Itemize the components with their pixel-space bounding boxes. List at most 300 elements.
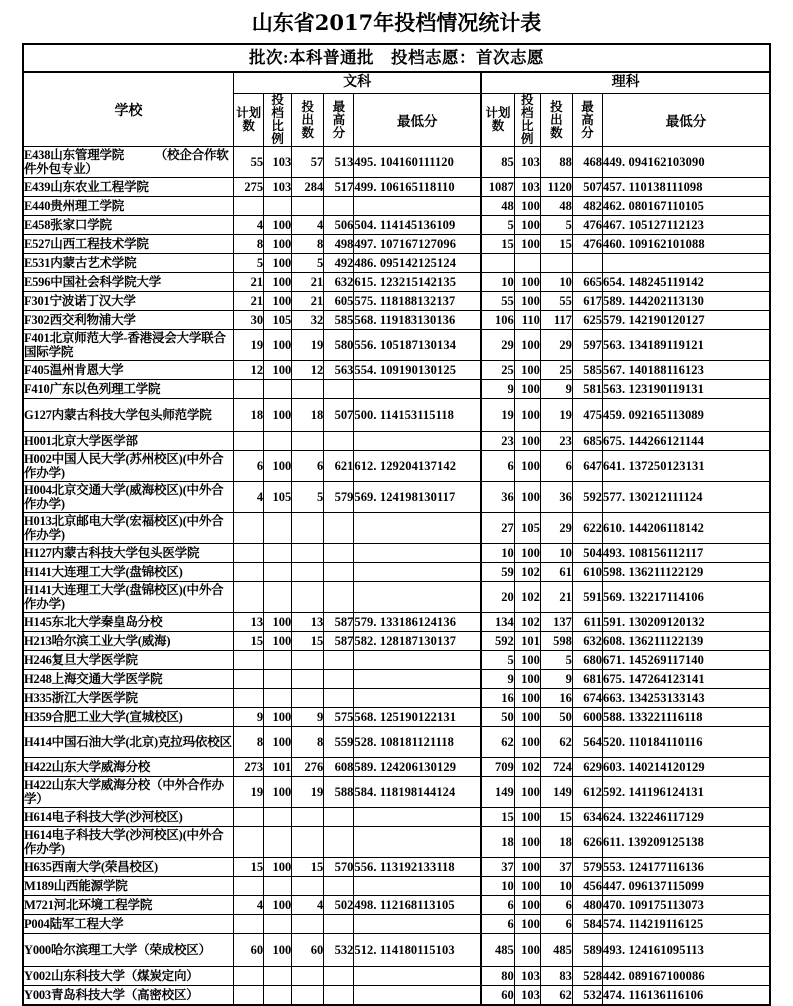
cell-wenke-high — [324, 563, 354, 582]
cell-like-out: 9 — [540, 380, 572, 399]
cell-like-plan: 36 — [481, 482, 514, 513]
cell-like-plan: 106 — [481, 311, 514, 330]
cell-wenke-plan — [234, 808, 264, 827]
cell-like-plan: 27 — [481, 513, 514, 544]
cell-wenke-ratio — [264, 513, 292, 544]
cell-school: H635西南大学(荣昌校区) — [23, 858, 234, 877]
cell-wenke-low: 569. 124198130117 — [354, 482, 481, 513]
cell-wenke-low — [354, 651, 481, 670]
hdr-line: 出 — [550, 112, 563, 127]
hdr-line: 投 — [550, 99, 563, 114]
cell-wenke-ratio — [264, 197, 292, 216]
cell-like-plan: 16 — [481, 689, 514, 708]
cell-like-ratio: 103 — [514, 986, 540, 1006]
cell-wenke-high: 507 — [324, 399, 354, 432]
cell-like-low: 610. 144206118142 — [602, 513, 770, 544]
cell-like-low: 598. 136211122129 — [602, 563, 770, 582]
cell-like-ratio: 100 — [514, 361, 540, 380]
subtitle-row — [23, 44, 770, 72]
cell-like-out: 10 — [540, 273, 572, 292]
cell-like-high: 585 — [572, 361, 602, 380]
cell-like-plan: 15 — [481, 808, 514, 827]
cell-like-plan: 23 — [481, 432, 514, 451]
cell-wenke-high: 506 — [324, 216, 354, 235]
cell-wenke-plan — [234, 197, 264, 216]
cell-like-high: 507 — [572, 178, 602, 197]
column-header-wenke-low: 最低分 — [354, 94, 481, 147]
cell-wenke-out: 8 — [292, 235, 324, 254]
cell-wenke-ratio: 100 — [264, 273, 292, 292]
cell-wenke-high: 513 — [324, 147, 354, 178]
cell-like-plan: 9 — [481, 670, 514, 689]
cell-like-low: 493. 124161095113 — [602, 934, 770, 967]
cell-wenke-out: 19 — [292, 777, 324, 808]
cell-wenke-plan — [234, 877, 264, 896]
cell-school: G127内蒙古科技大学包头师范学院 — [23, 399, 234, 432]
cell-like-high: 612 — [572, 777, 602, 808]
table-row — [23, 563, 770, 582]
cell-wenke-plan — [234, 651, 264, 670]
cell-school: F401北京师范大学-香港浸会大学联合国际学院 — [23, 330, 234, 361]
cell-like-high: 480 — [572, 896, 602, 915]
column-header-wenke-high — [324, 94, 354, 147]
cell-like-plan: 50 — [481, 708, 514, 727]
cell-like-plan: 37 — [481, 858, 514, 877]
cell-wenke-plan: 60 — [234, 934, 264, 967]
cell-school: F410广东以色列理工学院 — [23, 380, 234, 399]
hdr-line: 数 — [242, 119, 255, 133]
cell-like-plan: 29 — [481, 330, 514, 361]
cell-like-out: 6 — [540, 915, 572, 934]
cell-wenke-out — [292, 563, 324, 582]
cell-like-ratio: 100 — [514, 544, 540, 563]
cell-like-ratio: 100 — [514, 216, 540, 235]
table-row — [23, 399, 770, 432]
cell-school: H213哈尔滨工业大学(威海) — [23, 632, 234, 651]
table-row — [23, 915, 770, 934]
cell-wenke-ratio — [264, 670, 292, 689]
cell-wenke-ratio: 100 — [264, 632, 292, 651]
cell-wenke-out — [292, 808, 324, 827]
cell-like-out: 21 — [540, 582, 572, 613]
cell-wenke-out: 15 — [292, 632, 324, 651]
column-header-like-out — [540, 94, 572, 147]
hdr-line: 高 — [332, 112, 346, 127]
cell-like-high: 647 — [572, 451, 602, 482]
hdr-line: 投 — [301, 99, 314, 114]
table-row — [23, 689, 770, 708]
cell-wenke-plan — [234, 967, 264, 986]
cell-like-low: 624. 132246117129 — [602, 808, 770, 827]
cell-wenke-high: 588 — [324, 777, 354, 808]
cell-wenke-high: 502 — [324, 896, 354, 915]
table-row — [23, 311, 770, 330]
cell-like-plan: 18 — [481, 827, 514, 858]
hdr-line: 最 — [332, 99, 346, 114]
cell-wenke-low — [354, 689, 481, 708]
cell-like-plan: 48 — [481, 197, 514, 216]
cell-wenke-high: 492 — [324, 254, 354, 273]
cell-school: H422山东大学威海分校 — [23, 758, 234, 777]
cell-wenke-low — [354, 915, 481, 934]
cell-like-ratio: 100 — [514, 432, 540, 451]
cell-wenke-plan: 4 — [234, 896, 264, 915]
cell-like-out — [540, 254, 572, 273]
table-row — [23, 235, 770, 254]
cell-wenke-out: 9 — [292, 708, 324, 727]
cell-like-high: 532 — [572, 986, 602, 1006]
cell-wenke-plan: 9 — [234, 708, 264, 727]
cell-like-high: 476 — [572, 216, 602, 235]
cell-wenke-plan — [234, 986, 264, 1006]
cell-wenke-high — [324, 513, 354, 544]
cell-wenke-plan: 55 — [234, 147, 264, 178]
cell-like-high: 528 — [572, 967, 602, 986]
cell-like-out: 25 — [540, 361, 572, 380]
cell-wenke-high — [324, 670, 354, 689]
cell-wenke-ratio: 100 — [264, 216, 292, 235]
table-row — [23, 432, 770, 451]
cell-like-ratio: 100 — [514, 808, 540, 827]
cell-wenke-out: 32 — [292, 311, 324, 330]
cell-wenke-out: 21 — [292, 273, 324, 292]
cell-wenke-plan: 4 — [234, 482, 264, 513]
column-header-like-plan — [481, 94, 514, 147]
cell-wenke-ratio: 100 — [264, 727, 292, 758]
hdr-line: 投 — [271, 93, 284, 107]
cell-like-ratio: 100 — [514, 670, 540, 689]
cell-like-low: 553. 124177116136 — [602, 858, 770, 877]
cell-like-high: 456 — [572, 877, 602, 896]
cell-like-high: 685 — [572, 432, 602, 451]
cell-wenke-out — [292, 877, 324, 896]
cell-wenke-low — [354, 808, 481, 827]
cell-like-out: 485 — [540, 934, 572, 967]
cell-wenke-out — [292, 432, 324, 451]
cell-like-high: 581 — [572, 380, 602, 399]
cell-like-ratio: 102 — [514, 758, 540, 777]
cell-like-high: 600 — [572, 708, 602, 727]
cell-wenke-low: 612. 129204137142 — [354, 451, 481, 482]
cell-school: Y002山东科技大学（煤炭定向） — [23, 967, 234, 986]
cell-like-plan: 80 — [481, 967, 514, 986]
cell-wenke-ratio — [264, 544, 292, 563]
cell-wenke-low: 486. 095142125124 — [354, 254, 481, 273]
cell-school: H004北京交通大学(威海校区)(中外合作办学) — [23, 482, 234, 513]
cell-like-low: 470. 109175113073 — [602, 896, 770, 915]
cell-like-out: 48 — [540, 197, 572, 216]
cell-wenke-out — [292, 986, 324, 1006]
page-title: 山东省2017年投档情况统计表 — [251, 10, 542, 35]
cell-like-plan: 592 — [481, 632, 514, 651]
cell-wenke-low: 504. 114145136109 — [354, 216, 481, 235]
table-row — [23, 896, 770, 915]
cell-wenke-high: 632 — [324, 273, 354, 292]
cell-wenke-high — [324, 986, 354, 1006]
table-row — [23, 877, 770, 896]
hdr-line: 档 — [271, 106, 284, 120]
cell-like-high: 591 — [572, 582, 602, 613]
table-row — [23, 670, 770, 689]
cell-like-plan: 5 — [481, 216, 514, 235]
hdr-line: 例 — [521, 132, 534, 146]
cell-like-plan: 5 — [481, 651, 514, 670]
cell-wenke-ratio: 103 — [264, 178, 292, 197]
cell-like-out: 1120 — [540, 178, 572, 197]
cell-wenke-high — [324, 544, 354, 563]
cell-wenke-out: 5 — [292, 254, 324, 273]
cell-like-high: 482 — [572, 197, 602, 216]
cell-wenke-out: 13 — [292, 613, 324, 632]
cell-like-ratio: 100 — [514, 292, 540, 311]
cell-wenke-plan — [234, 582, 264, 613]
cell-wenke-plan: 8 — [234, 727, 264, 758]
cell-wenke-ratio — [264, 651, 292, 670]
cell-like-ratio: 100 — [514, 330, 540, 361]
cell-wenke-high: 579 — [324, 482, 354, 513]
cell-school: E439山东农业工程学院 — [23, 178, 234, 197]
cell-like-ratio: 102 — [514, 613, 540, 632]
cell-wenke-ratio: 100 — [264, 896, 292, 915]
cell-like-out: 62 — [540, 986, 572, 1006]
cell-wenke-plan — [234, 563, 264, 582]
cell-wenke-plan — [234, 544, 264, 563]
cell-wenke-high — [324, 582, 354, 613]
cell-like-ratio: 100 — [514, 482, 540, 513]
cell-like-high: 625 — [572, 311, 602, 330]
cell-wenke-high — [324, 877, 354, 896]
cell-like-high: 564 — [572, 727, 602, 758]
cell-wenke-high: 570 — [324, 858, 354, 877]
cell-wenke-ratio: 100 — [264, 451, 292, 482]
cell-wenke-high — [324, 808, 354, 827]
cell-like-out: 23 — [540, 432, 572, 451]
cell-like-out: 117 — [540, 311, 572, 330]
cell-like-out: 19 — [540, 399, 572, 432]
cell-like-high: 468 — [572, 147, 602, 178]
cell-like-ratio: 100 — [514, 877, 540, 896]
cell-wenke-low: 554. 109190130125 — [354, 361, 481, 380]
cell-like-high: 632 — [572, 632, 602, 651]
cell-wenke-ratio — [264, 967, 292, 986]
batch-subtitle: 批次:本科普通批 投档志愿：首次志愿 — [23, 44, 770, 72]
cell-like-high: 589 — [572, 934, 602, 967]
cell-like-plan: 6 — [481, 915, 514, 934]
cell-school: E596中国社会科学院大学 — [23, 273, 234, 292]
cell-like-out: 598 — [540, 632, 572, 651]
table-row — [23, 777, 770, 808]
cell-wenke-high: 563 — [324, 361, 354, 380]
cell-school: F302西交利物浦大学 — [23, 311, 234, 330]
cell-like-low: 641. 137250123131 — [602, 451, 770, 482]
cell-like-out: 29 — [540, 330, 572, 361]
hdr-line: 数 — [301, 125, 314, 140]
cell-wenke-ratio: 100 — [264, 399, 292, 432]
cell-wenke-plan: 18 — [234, 399, 264, 432]
cell-like-out: 37 — [540, 858, 572, 877]
cell-like-plan: 15 — [481, 235, 514, 254]
cell-wenke-plan: 8 — [234, 235, 264, 254]
cell-wenke-ratio: 100 — [264, 777, 292, 808]
cell-wenke-out: 5 — [292, 482, 324, 513]
cell-wenke-ratio: 100 — [264, 708, 292, 727]
cell-like-plan: 10 — [481, 544, 514, 563]
cell-like-high: 610 — [572, 563, 602, 582]
table-row — [23, 513, 770, 544]
cell-wenke-low: 528. 108181121118 — [354, 727, 481, 758]
hdr-line: 数 — [550, 125, 563, 140]
cell-like-plan: 9 — [481, 380, 514, 399]
cell-wenke-out — [292, 670, 324, 689]
cell-wenke-high — [324, 915, 354, 934]
cell-like-high: 611 — [572, 613, 602, 632]
cell-wenke-high: 559 — [324, 727, 354, 758]
cell-like-low: 474. 116136116106 — [602, 986, 770, 1006]
cell-wenke-low: 556. 113192133118 — [354, 858, 481, 877]
table-row — [23, 727, 770, 758]
cell-wenke-out — [292, 651, 324, 670]
cell-wenke-low — [354, 827, 481, 858]
cell-like-out: 724 — [540, 758, 572, 777]
cell-like-low: 447. 096137115099 — [602, 877, 770, 896]
cell-wenke-out: 57 — [292, 147, 324, 178]
cell-wenke-high — [324, 967, 354, 986]
cell-school: H359合肥工业大学(宣城校区) — [23, 708, 234, 727]
table-body — [23, 147, 770, 1006]
cell-like-low: 467. 105127112123 — [602, 216, 770, 235]
hdr-line: 比 — [521, 119, 534, 133]
cell-like-low: 663. 134253133143 — [602, 689, 770, 708]
cell-wenke-ratio — [264, 915, 292, 934]
table-row — [23, 827, 770, 858]
cell-like-plan: 85 — [481, 147, 514, 178]
cell-like-low: 520. 110184110116 — [602, 727, 770, 758]
cell-like-low: 675. 144266121144 — [602, 432, 770, 451]
cell-wenke-low — [354, 197, 481, 216]
cell-wenke-ratio — [264, 380, 292, 399]
cell-wenke-low: 615. 123215142135 — [354, 273, 481, 292]
admission-statistics-table — [22, 43, 771, 1006]
cell-like-ratio: 100 — [514, 651, 540, 670]
cell-school: E458张家口学院 — [23, 216, 234, 235]
cell-wenke-low: 582. 128187130137 — [354, 632, 481, 651]
cell-wenke-out: 21 — [292, 292, 324, 311]
cell-school: H127内蒙古科技大学包头医学院 — [23, 544, 234, 563]
cell-wenke-low: 500. 114153115118 — [354, 399, 481, 432]
cell-like-high: 475 — [572, 399, 602, 432]
table-row — [23, 934, 770, 967]
cell-wenke-high: 575 — [324, 708, 354, 727]
cell-wenke-low: 497. 107167127096 — [354, 235, 481, 254]
cell-wenke-out: 284 — [292, 178, 324, 197]
cell-like-ratio: 100 — [514, 273, 540, 292]
cell-like-out: 36 — [540, 482, 572, 513]
cell-like-out: 5 — [540, 216, 572, 235]
cell-like-out: 9 — [540, 670, 572, 689]
cell-school: M721河北环境工程学院 — [23, 896, 234, 915]
cell-like-high: 681 — [572, 670, 602, 689]
table-row — [23, 292, 770, 311]
cell-wenke-plan: 275 — [234, 178, 264, 197]
column-header-like-ratio — [514, 94, 540, 147]
cell-like-out: 149 — [540, 777, 572, 808]
column-header-like-low: 最低分 — [602, 94, 770, 147]
cell-like-plan: 10 — [481, 273, 514, 292]
cell-like-low: 671. 145269117140 — [602, 651, 770, 670]
column-header-like-high — [572, 94, 602, 147]
cell-wenke-plan — [234, 915, 264, 934]
cell-like-low: 577. 130212111124 — [602, 482, 770, 513]
hdr-line: 计划 — [236, 106, 262, 120]
cell-like-ratio: 103 — [514, 147, 540, 178]
cell-wenke-ratio — [264, 808, 292, 827]
cell-like-high: 597 — [572, 330, 602, 361]
cell-wenke-low — [354, 986, 481, 1006]
cell-school: P004陆军工程大学 — [23, 915, 234, 934]
cell-like-plan: 149 — [481, 777, 514, 808]
cell-like-plan: 20 — [481, 582, 514, 613]
group-header-wenke: 文科 — [234, 72, 482, 94]
cell-like-ratio: 100 — [514, 858, 540, 877]
cell-wenke-plan: 19 — [234, 330, 264, 361]
cell-like-ratio: 100 — [514, 708, 540, 727]
cell-wenke-ratio: 100 — [264, 361, 292, 380]
cell-like-out: 15 — [540, 235, 572, 254]
cell-like-out: 6 — [540, 451, 572, 482]
hdr-line: 高 — [581, 112, 594, 127]
cell-like-ratio: 100 — [514, 689, 540, 708]
cell-like-ratio: 103 — [514, 967, 540, 986]
cell-like-low: 563. 134189119121 — [602, 330, 770, 361]
cell-like-ratio — [514, 254, 540, 273]
table-row — [23, 808, 770, 827]
cell-like-low: 449. 094162103090 — [602, 147, 770, 178]
cell-wenke-ratio: 100 — [264, 934, 292, 967]
table-row — [23, 967, 770, 986]
cell-like-low: 611. 139209125138 — [602, 827, 770, 858]
cell-wenke-plan: 6 — [234, 451, 264, 482]
cell-like-plan: 485 — [481, 934, 514, 967]
cell-wenke-ratio: 105 — [264, 482, 292, 513]
cell-like-ratio: 100 — [514, 915, 540, 934]
cell-like-low: 460. 109162101088 — [602, 235, 770, 254]
table-row — [23, 613, 770, 632]
cell-wenke-plan — [234, 513, 264, 544]
cell-like-ratio: 110 — [514, 311, 540, 330]
cell-wenke-ratio — [264, 563, 292, 582]
cell-like-low: 654. 148245119142 — [602, 273, 770, 292]
cell-wenke-out: 8 — [292, 727, 324, 758]
table-row — [23, 330, 770, 361]
cell-school: H422山东大学威海分校（中外合作办学） — [23, 777, 234, 808]
cell-wenke-out: 6 — [292, 451, 324, 482]
cell-like-low: 569. 132217114106 — [602, 582, 770, 613]
cell-wenke-high — [324, 380, 354, 399]
cell-wenke-low — [354, 582, 481, 613]
cell-like-plan — [481, 254, 514, 273]
cell-wenke-low: 499. 106165118110 — [354, 178, 481, 197]
cell-school: H141大连理工大学(盘锦校区)(中外合作办学) — [23, 582, 234, 613]
cell-wenke-out: 4 — [292, 216, 324, 235]
cell-wenke-out: 12 — [292, 361, 324, 380]
cell-like-out: 61 — [540, 563, 572, 582]
cell-like-ratio: 100 — [514, 777, 540, 808]
cell-like-plan: 10 — [481, 877, 514, 896]
cell-like-low: 442. 089167100086 — [602, 967, 770, 986]
table-row — [23, 582, 770, 613]
cell-wenke-ratio: 100 — [264, 613, 292, 632]
table-row — [23, 216, 770, 235]
